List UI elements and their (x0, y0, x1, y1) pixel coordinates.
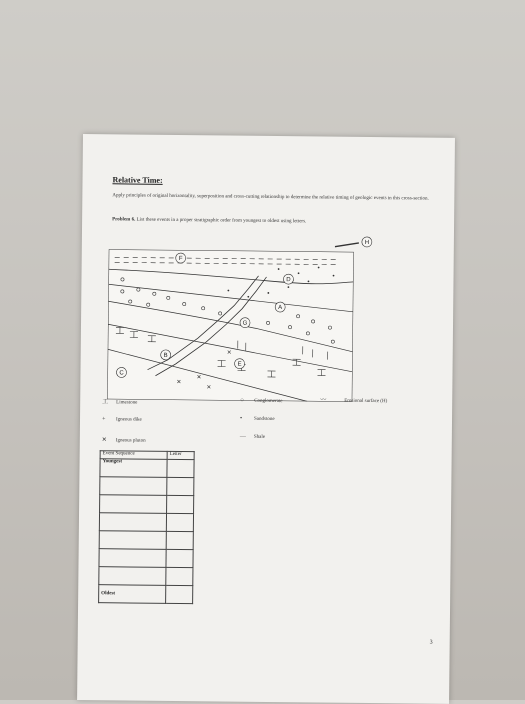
answer-cell-4[interactable] (166, 513, 193, 531)
answer-cell-2[interactable] (167, 477, 194, 495)
row-youngest-label: Youngest (100, 459, 167, 478)
erosion-wave-icon: 〰 (320, 397, 327, 404)
row-oldest-label: Oldest (99, 585, 166, 604)
legend-erosional-surface: 〰 Erosional surface (H) (320, 394, 387, 404)
dike-symbol-icon: + (101, 416, 106, 423)
shale-symbol-icon: — (239, 433, 246, 440)
label-F: F (178, 256, 183, 263)
table-row (100, 477, 167, 496)
label-E: E (237, 361, 242, 368)
table-header-sequence: Event Sequence (100, 451, 167, 460)
answer-cell-3[interactable] (167, 495, 194, 513)
legend-igneous-dike: + Igneous dike (101, 416, 142, 423)
answer-cell-7[interactable] (166, 567, 193, 585)
conglomerate-symbol-icon: ○ (240, 397, 244, 404)
page-number: 3 (429, 639, 433, 646)
answer-cell-6[interactable] (166, 549, 193, 567)
legend-shale: — Shale (239, 433, 265, 440)
problem-label: Problem 6. (112, 217, 136, 223)
legend-sandstone: • Sandstone (239, 415, 275, 423)
legend-igneous-pluton: ✕ Igneous pluton (101, 437, 146, 444)
table-row (100, 495, 167, 514)
table-header-letter: Letter (167, 451, 194, 459)
instructions-text: Apply principles of original horizontality, superposition and cross-cutting relationship to determine the relative timing of geologic events in this cross-section. (112, 193, 429, 202)
table-row (99, 531, 166, 550)
pluton-symbol-icon: ✕ (101, 437, 107, 444)
label-C: C (119, 370, 124, 377)
problem-text: List these events in a proper stratigraphic order from youngest to oldest using letters. (136, 217, 307, 225)
label-H: H (364, 239, 370, 247)
page-title: Relative Time: (112, 175, 163, 185)
label-D: D (286, 277, 291, 284)
sandstone-symbol-icon: • (239, 415, 243, 422)
answer-cell-8[interactable] (166, 585, 193, 603)
event-sequence-table (98, 450, 195, 604)
table-row (99, 513, 166, 532)
limestone-symbol-icon: 工 (102, 399, 109, 406)
worksheet-page (77, 134, 455, 704)
answer-cell-5[interactable] (166, 531, 193, 549)
problem-statement (112, 217, 442, 225)
legend-conglomerate: ○ Conglomerate (240, 397, 283, 405)
label-G: G (242, 320, 248, 327)
answer-cell-1[interactable] (167, 459, 194, 477)
erosion-pointer-arrow (335, 235, 375, 255)
table-row (99, 549, 166, 568)
label-A: A (278, 305, 283, 312)
legend-limestone: 工 Limestone (102, 396, 137, 405)
label-B: B (163, 352, 168, 359)
table-row (99, 567, 166, 586)
